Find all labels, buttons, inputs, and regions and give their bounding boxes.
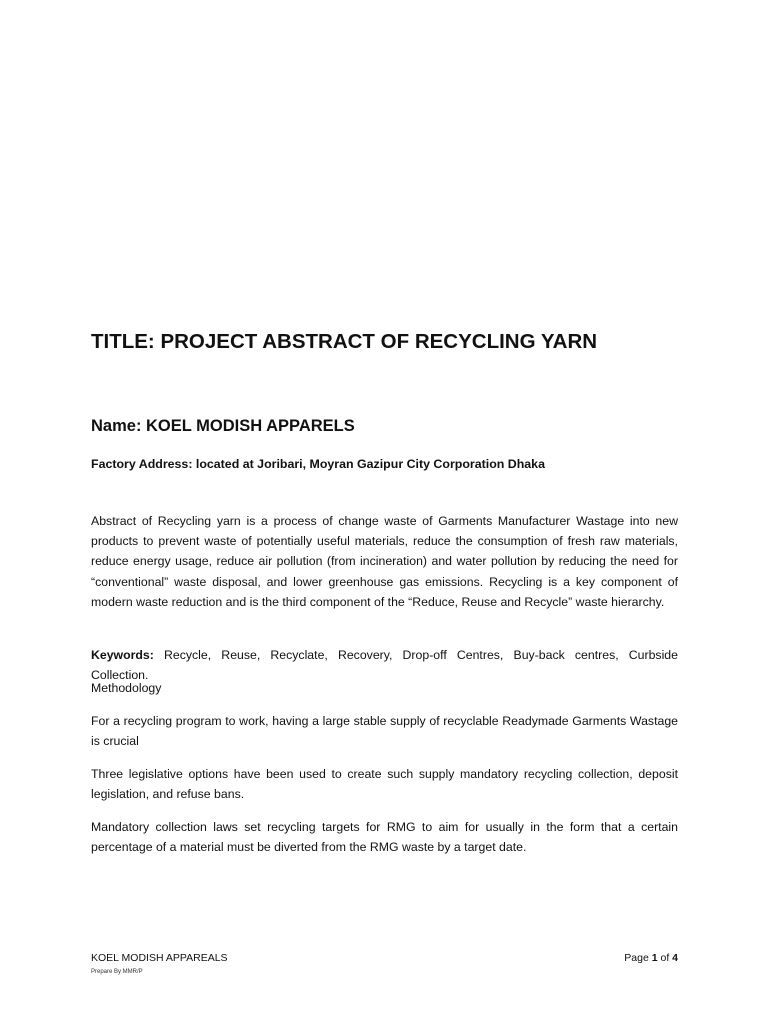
page-current: 1 <box>651 952 658 964</box>
methodology-paragraph-1: For a recycling program to work, having a large stable supply of recyclable Readymade Garments Wastage is crucial <box>91 714 678 749</box>
methodology-paragraph-3: Mandatory collection laws set recycling targets for RMG to aim for usually in the form that a certain percentage of a material must be diverted from the RMG waste by a target date. <box>91 820 678 855</box>
keywords-label: Keywords: <box>91 648 154 662</box>
page-total: 4 <box>672 952 678 964</box>
factory-address: Factory Address: located at Joribari, Moyran Gazipur City Corporation Dhaka <box>91 457 545 471</box>
keywords-text: Recycle, Reuse, Recyclate, Recovery, Drop-off Centres, Buy-back centres, Curbside Collection. <box>91 648 678 683</box>
footer-company: KOEL MODISH APPAREALS <box>91 952 228 964</box>
abstract-paragraph: Abstract of Recycling yarn is a process of change waste of Garments Manufacturer Wastage into new products to prevent waste of potentially useful materials, reduce the consumption of fresh raw materials, reduce energy usage, reduce air pollution (from incineration) and water pollution by reducing the need for “conventional” waste disposal, and lower greenhouse gas emissions. Recycling is a key component of modern waste reduction and is the third component of the “Reduce, Reuse and Recycle” waste hierarchy. <box>91 514 678 609</box>
company-name: Name: KOEL MODISH APPARELS <box>91 417 355 435</box>
methodology-paragraph-2: Three legislative options have been used to create such supply mandatory recycling collection, deposit legislation, and refuse bans. <box>91 767 678 802</box>
footer-prepared-by: Prepare By MMR/P <box>91 969 143 975</box>
page-prefix: Page <box>624 952 652 964</box>
methodology-heading: Methodology <box>91 681 162 695</box>
page-number <box>624 952 678 964</box>
document-title: TITLE: PROJECT ABSTRACT OF RECYCLING YARN <box>91 330 598 353</box>
page-of: of <box>657 952 673 964</box>
